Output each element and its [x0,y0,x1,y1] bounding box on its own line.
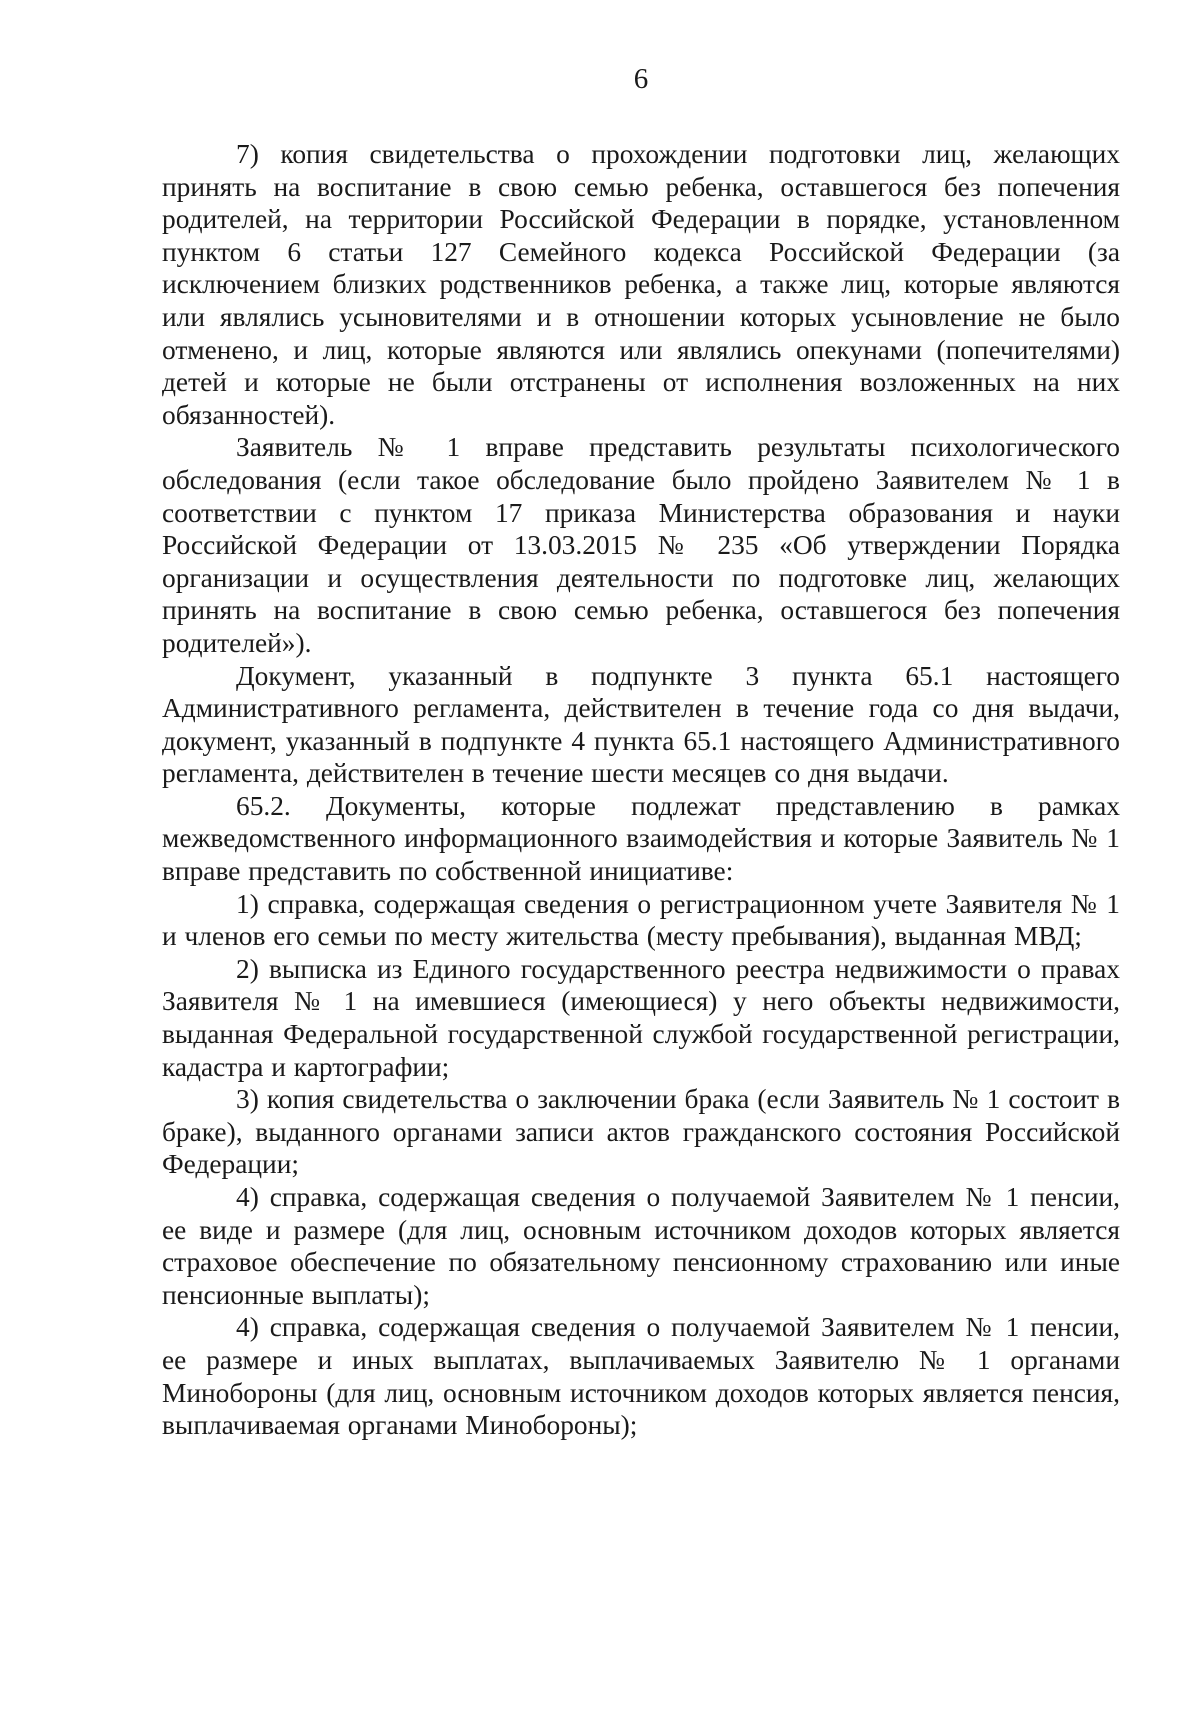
paragraph-item-1-registration: 1) справка, содержащая сведения о регистрационном учете Заявителя № 1 и членов его семьи по месту жительства (месту пребывания), выданная МВД; [162,888,1120,952]
document-body [162,138,1120,1442]
paragraph-section-65-2: 65.2. Документы, которые подлежат представлению в рамках межведомственного информационного взаимодействия и которые Заявитель № 1 вправе представить по собственной инициативе: [162,790,1120,887]
paragraph-item-4-defense-pension: 4) справка, содержащая сведения о получаемой Заявителем № 1 пенсии, ее размере и иных выплатах, выплачиваемых Заявителю № 1 органами Минобороны (для лиц, основным источником доходов которых является пенсия, выплачиваемая органами Минобороны); [162,1312,1120,1441]
paragraph-item-2-real-estate: 2) выписка из Единого государственного реестра недвижимости о правах Заявителя № 1 на имевшиеся (имеющиеся) у него объекты недвижимости, выданная Федеральной государственной службой государственной регистрации, кадастра и картографии; [162,953,1120,1082]
paragraph-psychological-examination: Заявитель № 1 вправе представить результаты психологического обследования (если такое обследование было пройдено Заявителем № 1 в соответствии с пунктом 17 приказа Министерства образования и науки Российской Федерации от 13.03.2015 № 235 «Об утверждении Порядка организации и осуществления деятельности по подготовке лиц, желающих принять на воспитание в свою семью ребенка, оставшегося без попечения родителей»). [162,432,1120,658]
paragraph-item-3-marriage: 3) копия свидетельства о заключении брака (если Заявитель № 1 состоит в браке), выданного органами записи актов гражданского состояния Российской Федерации; [162,1084,1120,1180]
paragraph-item-7-certificate: 7) копия свидетельства о прохождении подготовки лиц, желающих принять на воспитание в свою семью ребенка, оставшегося без попечения родителей, на территории Российской Федерации в порядке, установленном пунктом 6 статьи 127 Семейного кодекса Российской Федерации (за исключением близких родственников ребенка, а также лиц, которые являются или являлись усыновителями и в отношении которых усыновление не было отменено, и лиц, которые являются или являлись опекунами (попечителями) детей и которые не были отстранены от исполнения возложенных на них обязанностей). [162,139,1120,430]
paragraph-item-4-pension: 4) справка, содержащая сведения о получаемой Заявителем № 1 пенсии, ее виде и размере (для лиц, основным источником доходов которых является страховое обеспечение по обязательному пенсионному страхованию или иные пенсионные выплаты); [162,1182,1120,1310]
page-number: 6 [633,63,649,95]
paragraph-document-validity: Документ, указанный в подпункте 3 пункта 65.1 настоящего Административного регламента, действителен в течение года со дня выдачи, документ, указанный в подпункте 4 пункта 65.1 настоящего Административного регламента, действителен в течение шести месяцев со дня выдачи. [162,660,1120,789]
